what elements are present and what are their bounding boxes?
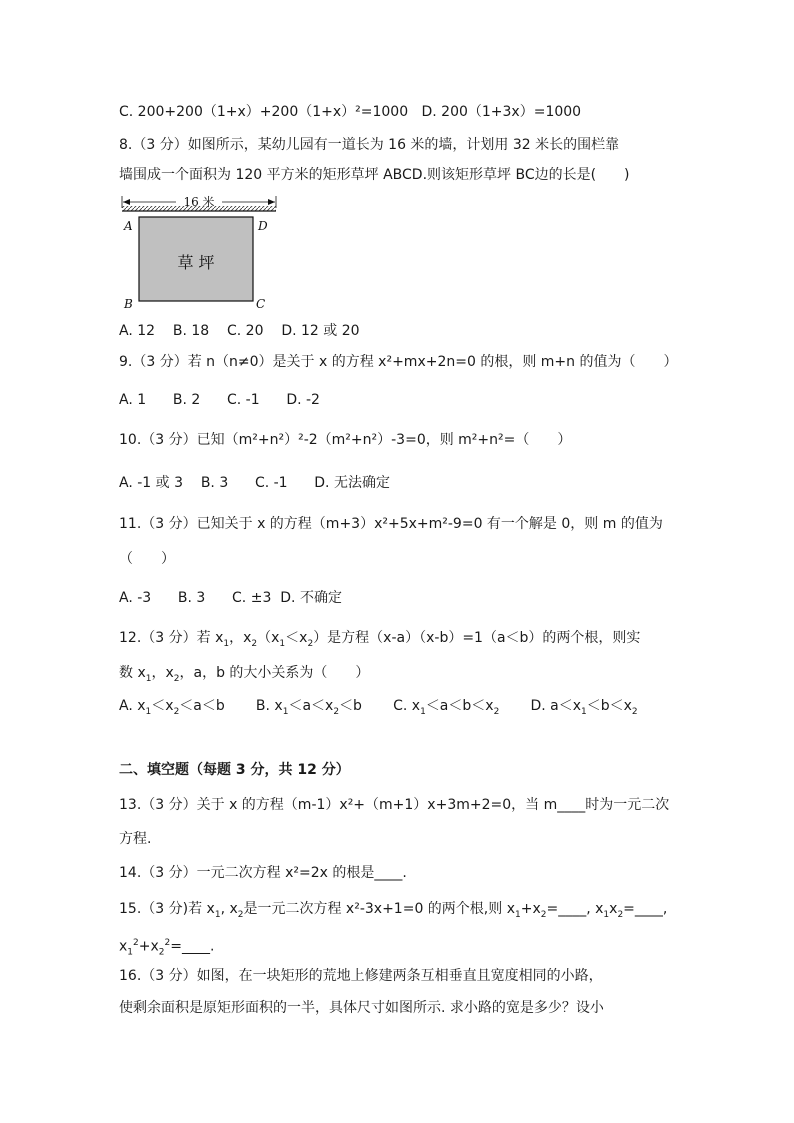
q11-stem: 11.（3 分）已知关于 x 的方程（m+3）x²+5x+m²-9=0 有一个解是 0，则 m 的值为: [119, 516, 663, 532]
q16-stem-line1: 16.（3 分）如图，在一块矩形的荒地上修建两条互相垂直且宽度相同的小路，: [119, 968, 603, 984]
q8-option-b: B. 18: [172, 323, 210, 339]
q10-option-a: A. -1 或 3: [119, 475, 183, 491]
q8-option-d: D. 12 或 20: [281, 323, 360, 339]
vertex-d: D: [258, 219, 268, 233]
q12-option-a: A. $x_1<x_2<a<b$: [119, 698, 225, 717]
q9-option-b: B. 2: [172, 392, 201, 408]
q11-option-d: D. 不确定: [280, 590, 342, 606]
arrow-left-icon: [123, 199, 130, 205]
vertex-b: B: [124, 297, 133, 310]
lawn-label: 草 坪: [177, 253, 215, 272]
lawn-figure: [118, 192, 280, 310]
vertex-a: A: [124, 219, 133, 233]
q10-option-d: D. 无法确定: [314, 475, 390, 491]
vertex-c: C: [256, 297, 266, 310]
q8-option-c: C. 20: [227, 323, 264, 339]
q11-option-b: B. 3: [177, 590, 206, 606]
q12-option-c: C. $x_1<a<b<x_2$: [393, 698, 500, 717]
q9-option-a: A. 1: [119, 392, 147, 408]
section-title: 二、填空题（每题 3 分，共 12 分）: [119, 762, 350, 778]
q15-stem-line1: 15.（3 分)若 $x_1$, $x_2$是一元二次方程 x²-3x+1=0 的两个根,则 $x_1+x_2=\_\_\_\_$, $x_1x_2=\_\_\_\_$,: [119, 901, 668, 920]
q12-stem-line2: 数 $x_1$，$x_2$，a，b 的大小关系为（ ）: [119, 665, 370, 684]
q10-options: [119, 473, 390, 493]
q15-stem-line2: $x_1^2+x_2^2=\_\_\_\_$.: [119, 938, 215, 958]
q11-stem-blank: （ ）: [119, 551, 175, 567]
arrow-right-icon: [268, 199, 275, 205]
q8-stem-line1: 8.（3 分）如图所示，某幼儿园有一道长为 16 米的墙，计划用 32 米长的围栏靠: [119, 137, 620, 153]
q9-option-d: D. -2: [286, 392, 320, 408]
q12-stem-line1: 12.（3 分）若 $x_1$，$x_2(x_1<x_2)$是方程（x-a）（x-b）=1（a＜b）的两个根，则实: [119, 630, 641, 649]
q9-options: [119, 390, 320, 410]
q10-option-c: C. -1: [254, 475, 288, 491]
q7-option-d: D. 200（1+3x）=1000: [421, 104, 582, 120]
q8-options: [119, 321, 360, 341]
q9-option-c: C. -1: [226, 392, 260, 408]
wall-length-label: 16 米: [183, 195, 215, 209]
q14-stem: 14.（3 分）一元二次方程 x²=2x 的根是____.: [119, 865, 407, 881]
q13-stem-line1: 13.（3 分）关于 x 的方程（m-1）x²+（m+1）x+3m+2=0，当 m____时为一元二次: [119, 797, 670, 813]
q8-stem-line2: 墙围成一个面积为 120 平方米的矩形草坪 ABCD.则该矩形草坪 BC边的长是( ): [119, 167, 630, 183]
q12-option-b: B. $x_1<a<x_2<b$: [255, 698, 362, 717]
q11-options: [119, 588, 342, 608]
q12-option-d: D. $a<x_1<b<x_2$: [530, 698, 638, 717]
q10-option-b: B. 3: [200, 475, 229, 491]
q11-option-a: A. -3: [119, 590, 152, 606]
q11-option-c: C. ±3: [232, 590, 272, 606]
q7-option-c: C. 200+200（1+x）+200（1+x）²=1000: [119, 104, 409, 120]
q8-option-a: A. 12: [119, 323, 156, 339]
q10-stem: 10.（3 分）已知（m²+n²）²-2（m²+n²）-3=0，则 m²+n²=（ ）: [119, 432, 572, 448]
q12-options: [119, 696, 638, 722]
q7-options: [119, 102, 581, 122]
q13-stem-line2: 方程.: [119, 831, 152, 847]
q9-stem: 9.（3 分）若 n（n≠0）是关于 x 的方程 x²+mx+2n=0 的根，则 m+n 的值为（ ）: [119, 354, 678, 370]
q16-stem-line2: 使剩余面积是原矩形面积的一半，具体尺寸如图所示. 求小路的宽是多少？设小: [119, 1000, 604, 1016]
